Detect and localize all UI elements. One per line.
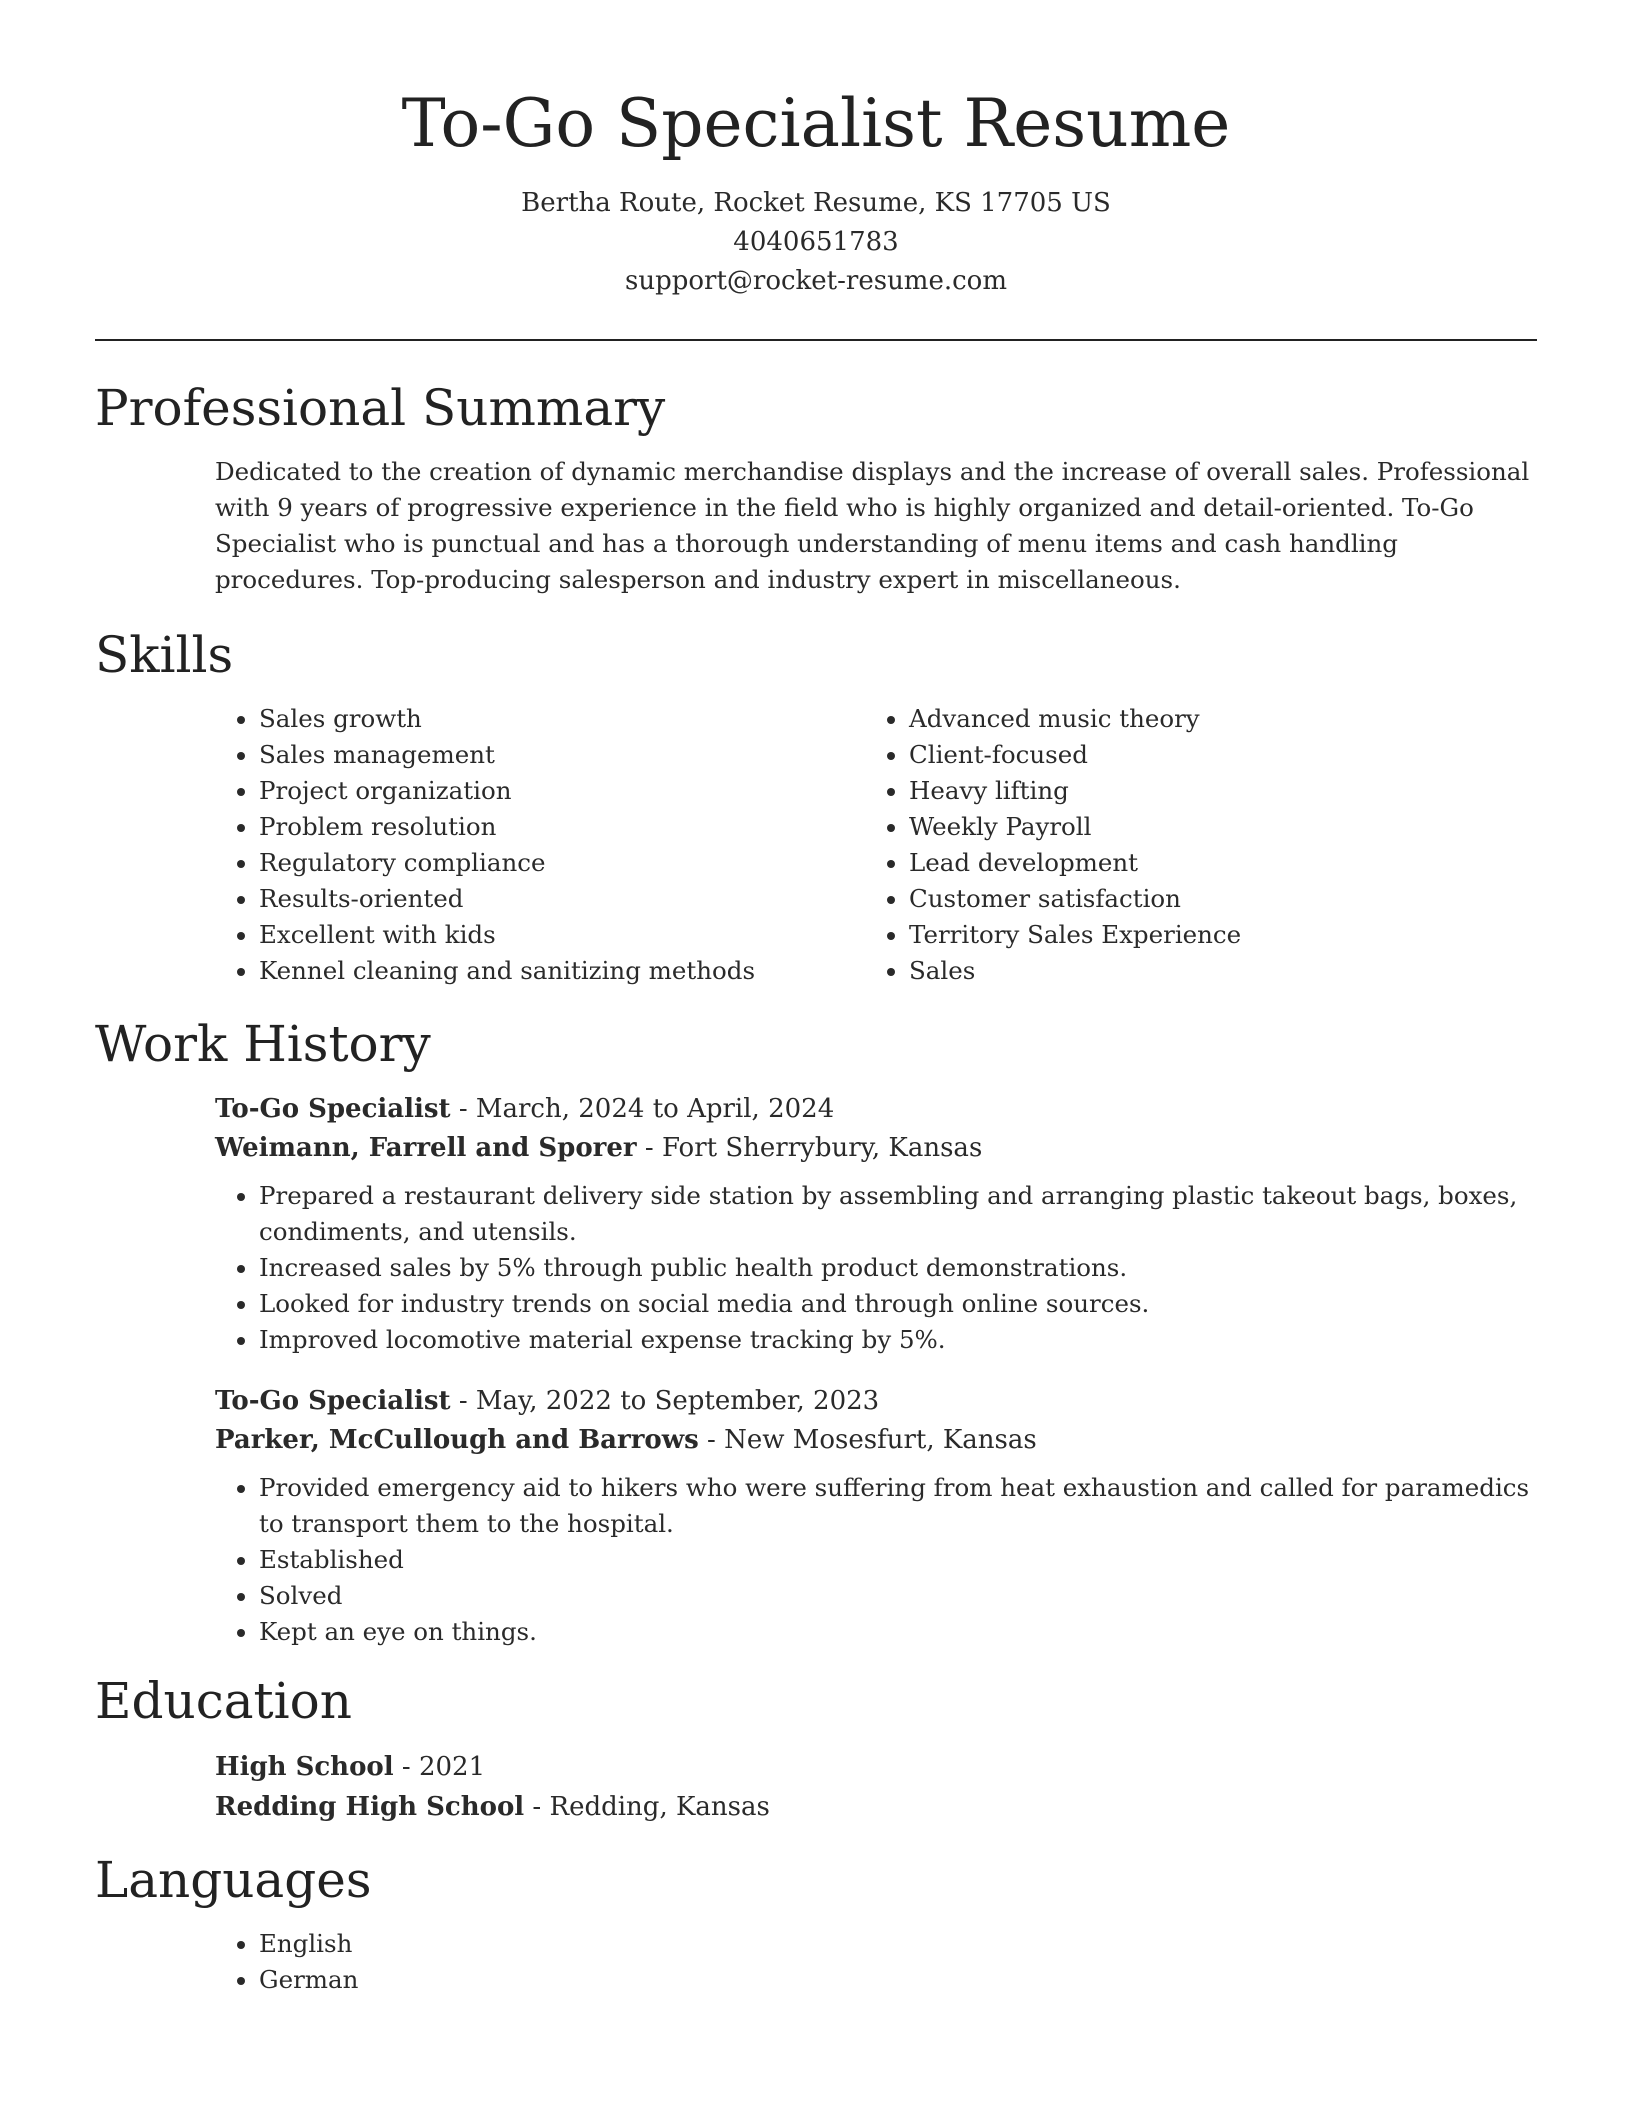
skill-item: • Sales growth: [259, 701, 865, 737]
skill-item: • Results-oriented: [259, 881, 865, 917]
language-item: • German: [259, 1962, 1537, 1998]
job-title-line: [215, 1382, 1537, 1421]
education-degree-line: [215, 1747, 1537, 1787]
education-location: - Redding, Kansas: [524, 1791, 770, 1822]
education-degree: High School: [215, 1751, 394, 1782]
work-history-heading: Work History: [95, 1014, 431, 1073]
job-entry: [215, 1382, 1537, 1650]
languages-section: [95, 1926, 1537, 1998]
skills-column-right: [865, 701, 1515, 989]
education-heading: Education: [95, 1671, 352, 1730]
skill-item: • Client-focused: [909, 737, 1515, 773]
job-title: To-Go Specialist: [215, 1093, 451, 1124]
skills-column-left: [215, 701, 865, 989]
summary-text: Dedicated to the creation of dynamic merchandise displays and the increase of overall sales. Professional with 9 years of progressive experience in the field who is highly organized and detail-oriented. To-Go Specialist who is punctual and has a thorough understanding of menu items and cash handling procedures. Top-producing salesperson and industry expert in miscellaneous.: [215, 456, 1530, 594]
job-location: - Fort Sherrybury, Kansas: [636, 1132, 983, 1163]
skills-grid: [215, 701, 1537, 989]
skill-item: • Project organization: [259, 773, 865, 809]
job-bullet: • Provided emergency aid to hikers who were suffering from heat exhaustion and called for paramedics to transport them to the hospital.: [259, 1470, 1537, 1542]
education-school-line: [215, 1787, 1537, 1827]
job-dates: - March, 2024 to April, 2024: [450, 1093, 835, 1124]
job-company: Weimann, Farrell and Sporer: [215, 1132, 637, 1163]
skill-item: • Regulatory compliance: [259, 845, 865, 881]
job-bullet: • Improved locomotive material expense tracking by 5%.: [259, 1322, 1537, 1358]
job-bullet: • Kept an eye on things.: [259, 1614, 1537, 1650]
skill-item: • Excellent with kids: [259, 917, 865, 953]
job-bullet: • Increased sales by 5% through public health product demonstrations.: [259, 1250, 1537, 1286]
skill-item: • Territory Sales Experience: [909, 917, 1515, 953]
job-bullets: [215, 1178, 1537, 1358]
job-title: To-Go Specialist: [215, 1385, 451, 1416]
job-details: [215, 1470, 1537, 1650]
job-entry: [215, 1090, 1537, 1358]
job-bullet: • Looked for industry trends on social media and through online sources.: [259, 1286, 1537, 1322]
education-school: Redding High School: [215, 1791, 525, 1822]
skills-heading: Skills: [95, 625, 234, 684]
languages-heading: Languages: [95, 1850, 372, 1909]
skills-list-right: [865, 701, 1515, 989]
job-details: [215, 1178, 1537, 1358]
skill-item: • Sales: [909, 953, 1515, 989]
job-bullets: [215, 1470, 1537, 1650]
skill-item: • Weekly Payroll: [909, 809, 1515, 845]
job-bullet: • Established: [259, 1542, 1537, 1578]
job-bullet: • Solved: [259, 1578, 1537, 1614]
skill-item: • Advanced music theory: [909, 701, 1515, 737]
skill-item: • Customer satisfaction: [909, 881, 1515, 917]
job-company-line: [215, 1129, 1537, 1168]
skill-item: • Sales management: [259, 737, 865, 773]
education-section: [95, 1747, 1537, 1827]
job-bullet: • Prepared a restaurant delivery side station by assembling and arranging plastic takeout bags, boxes, condiments, and utensils.: [259, 1178, 1537, 1250]
resume-header: [95, 86, 1537, 301]
job-dates: - May, 2022 to September, 2023: [450, 1385, 880, 1416]
header-divider: [95, 339, 1537, 341]
education-entry: [215, 1747, 1537, 1827]
skill-item: • Heavy lifting: [909, 773, 1515, 809]
work-history-section: [95, 1090, 1537, 1650]
skills-list-left: [215, 701, 865, 989]
summary-section: [95, 454, 1537, 598]
skill-item: • Kennel cleaning and sanitizing methods: [259, 953, 865, 989]
job-title-line: [215, 1090, 1537, 1129]
contact-email: support@rocket-resume.com: [624, 265, 1007, 296]
skills-section: [95, 701, 1537, 989]
education-year: - 2021: [393, 1751, 486, 1782]
job-location: - New Mosesfurt, Kansas: [698, 1424, 1037, 1455]
languages-list: [215, 1926, 1537, 1998]
resume-title: To-Go Specialist Resume: [401, 85, 1231, 162]
contact-phone: 4040651783: [733, 226, 899, 257]
contact-address: Bertha Route, Rocket Resume, KS 17705 US: [521, 187, 1111, 218]
summary-heading: Professional Summary: [95, 378, 666, 437]
skill-item: • Lead development: [909, 845, 1515, 881]
skill-item: • Problem resolution: [259, 809, 865, 845]
job-company: Parker, McCullough and Barrows: [215, 1424, 699, 1455]
job-company-line: [215, 1421, 1537, 1460]
language-item: • English: [259, 1926, 1537, 1962]
